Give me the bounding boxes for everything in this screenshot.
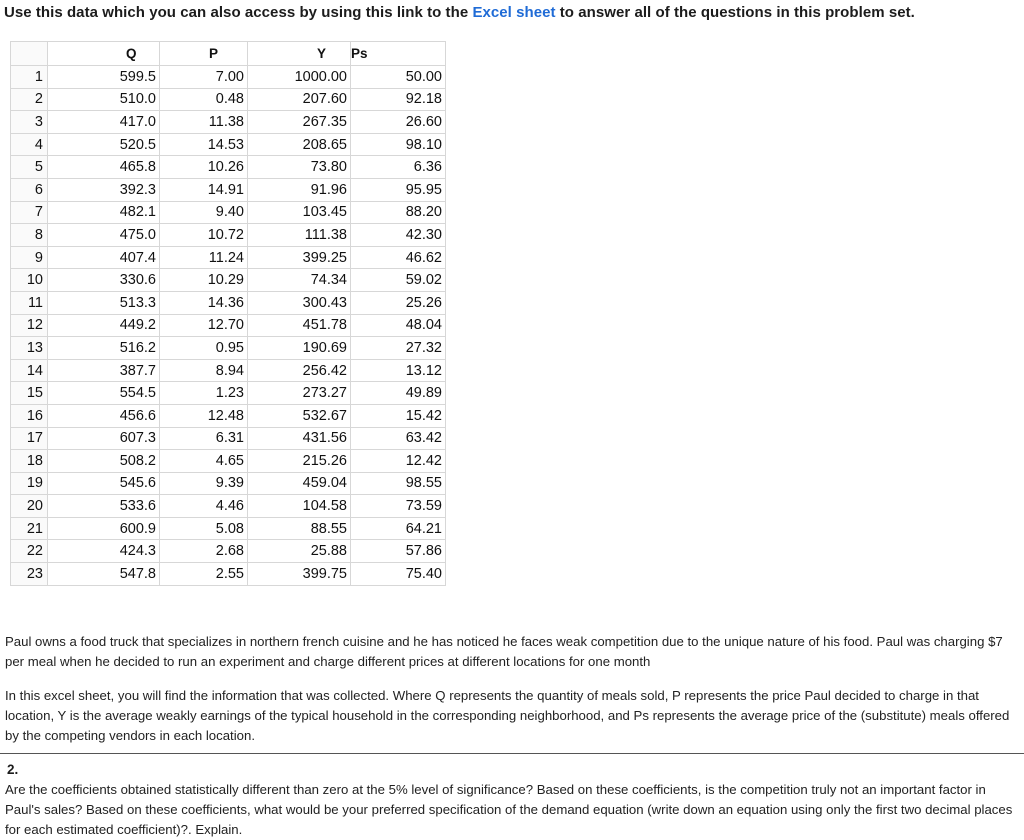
y-cell: 190.69 <box>248 337 351 360</box>
intro-text-before: Use this data which you can also access by using this link to the <box>4 4 473 21</box>
y-cell: 431.56 <box>248 427 351 450</box>
row-index-cell: 23 <box>11 563 48 586</box>
p-cell: 14.53 <box>160 133 248 156</box>
q-cell: 392.3 <box>48 178 160 201</box>
y-cell: 103.45 <box>248 201 351 224</box>
ps-cell: 26.60 <box>351 111 446 134</box>
y-cell: 25.88 <box>248 540 351 563</box>
paragraph-variables: In this excel sheet, you will find the information that was collected. Where Q represents the quantity of meals sold, P represents the price Paul decided to charge in that location, Y is the average weakly earnings of the typical household in the corresponding neighborhood, and Ps represents the average price of the (substitute) meals offered by the competing vendors in each location. <box>5 688 1010 743</box>
p-cell: 0.95 <box>160 337 248 360</box>
ps-cell: 57.86 <box>351 540 446 563</box>
ps-cell: 98.55 <box>351 472 446 495</box>
ps-cell: 27.32 <box>351 337 446 360</box>
y-cell: 215.26 <box>248 450 351 473</box>
question-number: 2. <box>7 762 19 777</box>
p-cell: 11.38 <box>160 111 248 134</box>
y-cell: 399.75 <box>248 563 351 586</box>
row-index-cell: 13 <box>11 337 48 360</box>
row-index-cell: 20 <box>11 495 48 518</box>
ps-cell: 42.30 <box>351 224 446 247</box>
p-cell: 10.26 <box>160 156 248 179</box>
ps-cell: 46.62 <box>351 246 446 269</box>
table-row <box>11 450 446 473</box>
row-index-cell: 15 <box>11 382 48 405</box>
y-cell: 459.04 <box>248 472 351 495</box>
y-cell: 73.80 <box>248 156 351 179</box>
y-cell: 104.58 <box>248 495 351 518</box>
intro-line <box>4 4 915 21</box>
row-index-cell: 19 <box>11 472 48 495</box>
table-row <box>11 517 446 540</box>
p-cell: 2.55 <box>160 563 248 586</box>
excel-sheet-link[interactable]: Excel sheet <box>472 4 556 21</box>
y-cell: 111.38 <box>248 224 351 247</box>
row-index-cell: 3 <box>11 111 48 134</box>
ps-cell: 12.42 <box>351 450 446 473</box>
y-cell: 532.67 <box>248 404 351 427</box>
table-row <box>11 563 446 586</box>
ps-cell: 75.40 <box>351 563 446 586</box>
q-cell: 545.6 <box>48 472 160 495</box>
p-cell: 10.72 <box>160 224 248 247</box>
y-cell: 74.34 <box>248 269 351 292</box>
ps-cell: 63.42 <box>351 427 446 450</box>
table-row <box>11 224 446 247</box>
row-index-cell: 21 <box>11 517 48 540</box>
table-row <box>11 359 446 382</box>
q-cell: 475.0 <box>48 224 160 247</box>
p-cell: 7.00 <box>160 66 248 89</box>
section-divider <box>0 753 1024 754</box>
q-cell: 417.0 <box>48 111 160 134</box>
table-row <box>11 111 446 134</box>
row-index-cell: 11 <box>11 291 48 314</box>
table-row <box>11 201 446 224</box>
question-text: Are the coefficients obtained statistically different than zero at the 5% level of significance? Based on these coefficients, is the competition truly not an important factor in Paul's sales? Based on these coefficients, what would be your preferred specification of the demand equation (write down an equation using only the first two decimal places for each estimated coefficient)?. Explain. <box>5 782 1013 837</box>
table-row <box>11 472 446 495</box>
table-row <box>11 269 446 292</box>
ps-cell: 73.59 <box>351 495 446 518</box>
p-cell: 8.94 <box>160 359 248 382</box>
row-index-cell: 17 <box>11 427 48 450</box>
table-header-row <box>11 42 446 66</box>
p-cell: 10.29 <box>160 269 248 292</box>
table-row <box>11 156 446 179</box>
ps-cell: 25.26 <box>351 291 446 314</box>
table-row <box>11 133 446 156</box>
row-index-cell: 10 <box>11 269 48 292</box>
ps-cell: 6.36 <box>351 156 446 179</box>
row-index-cell: 5 <box>11 156 48 179</box>
p-cell: 12.70 <box>160 314 248 337</box>
table-row <box>11 246 446 269</box>
row-index-cell: 7 <box>11 201 48 224</box>
ps-cell: 98.10 <box>351 133 446 156</box>
y-cell: 207.60 <box>248 88 351 111</box>
table-row <box>11 88 446 111</box>
p-cell: 9.39 <box>160 472 248 495</box>
ps-cell: 88.20 <box>351 201 446 224</box>
q-cell: 482.1 <box>48 201 160 224</box>
ps-cell: 59.02 <box>351 269 446 292</box>
paragraph-context: Paul owns a food truck that specializes in northern french cuisine and he has noticed he faces weak competition due to the unique nature of his food. Paul was charging $7 per meal when he decided to run an experiment and charge different prices at different locations for one month <box>5 634 1003 669</box>
data-table <box>10 41 446 586</box>
header-y: Y <box>248 42 351 66</box>
q-cell: 513.3 <box>48 291 160 314</box>
y-cell: 208.65 <box>248 133 351 156</box>
ps-cell: 49.89 <box>351 382 446 405</box>
y-cell: 91.96 <box>248 178 351 201</box>
q-cell: 607.3 <box>48 427 160 450</box>
p-cell: 9.40 <box>160 201 248 224</box>
q-cell: 516.2 <box>48 337 160 360</box>
table-row <box>11 66 446 89</box>
q-cell: 330.6 <box>48 269 160 292</box>
p-cell: 1.23 <box>160 382 248 405</box>
y-cell: 88.55 <box>248 517 351 540</box>
ps-cell: 13.12 <box>351 359 446 382</box>
q-cell: 600.9 <box>48 517 160 540</box>
q-cell: 449.2 <box>48 314 160 337</box>
intro-text-after: to answer all of the questions in this problem set. <box>555 4 915 21</box>
q-cell: 465.8 <box>48 156 160 179</box>
q-cell: 533.6 <box>48 495 160 518</box>
p-cell: 6.31 <box>160 427 248 450</box>
row-index-cell: 8 <box>11 224 48 247</box>
y-cell: 399.25 <box>248 246 351 269</box>
p-cell: 0.48 <box>160 88 248 111</box>
table-row <box>11 314 446 337</box>
ps-cell: 64.21 <box>351 517 446 540</box>
row-index-cell: 18 <box>11 450 48 473</box>
table-row <box>11 382 446 405</box>
y-cell: 273.27 <box>248 382 351 405</box>
q-cell: 508.2 <box>48 450 160 473</box>
header-p: P <box>160 42 248 66</box>
header-q: Q <box>48 42 160 66</box>
q-cell: 424.3 <box>48 540 160 563</box>
q-cell: 387.7 <box>48 359 160 382</box>
ps-cell: 50.00 <box>351 66 446 89</box>
y-cell: 267.35 <box>248 111 351 134</box>
ps-cell: 15.42 <box>351 404 446 427</box>
row-index-cell: 1 <box>11 66 48 89</box>
p-cell: 12.48 <box>160 404 248 427</box>
row-index-cell: 22 <box>11 540 48 563</box>
q-cell: 456.6 <box>48 404 160 427</box>
row-index-cell: 16 <box>11 404 48 427</box>
ps-cell: 48.04 <box>351 314 446 337</box>
table-row <box>11 291 446 314</box>
y-cell: 451.78 <box>248 314 351 337</box>
row-index-cell: 12 <box>11 314 48 337</box>
q-cell: 520.5 <box>48 133 160 156</box>
table-row <box>11 404 446 427</box>
table-row <box>11 427 446 450</box>
y-cell: 256.42 <box>248 359 351 382</box>
p-cell: 14.36 <box>160 291 248 314</box>
row-index-cell: 6 <box>11 178 48 201</box>
p-cell: 5.08 <box>160 517 248 540</box>
q-cell: 554.5 <box>48 382 160 405</box>
q-cell: 599.5 <box>48 66 160 89</box>
p-cell: 14.91 <box>160 178 248 201</box>
row-index-cell: 9 <box>11 246 48 269</box>
row-index-cell: 4 <box>11 133 48 156</box>
table-row <box>11 337 446 360</box>
q-cell: 547.8 <box>48 563 160 586</box>
row-index-cell: 2 <box>11 88 48 111</box>
p-cell: 4.65 <box>160 450 248 473</box>
y-cell: 300.43 <box>248 291 351 314</box>
table-row <box>11 178 446 201</box>
table-row <box>11 540 446 563</box>
y-cell: 1000.00 <box>248 66 351 89</box>
table-row <box>11 495 446 518</box>
p-cell: 11.24 <box>160 246 248 269</box>
corner-cell <box>11 42 48 66</box>
p-cell: 2.68 <box>160 540 248 563</box>
ps-cell: 95.95 <box>351 178 446 201</box>
p-cell: 4.46 <box>160 495 248 518</box>
ps-cell: 92.18 <box>351 88 446 111</box>
q-cell: 510.0 <box>48 88 160 111</box>
row-index-cell: 14 <box>11 359 48 382</box>
table-body <box>11 66 446 586</box>
header-ps: Ps <box>351 42 446 66</box>
q-cell: 407.4 <box>48 246 160 269</box>
